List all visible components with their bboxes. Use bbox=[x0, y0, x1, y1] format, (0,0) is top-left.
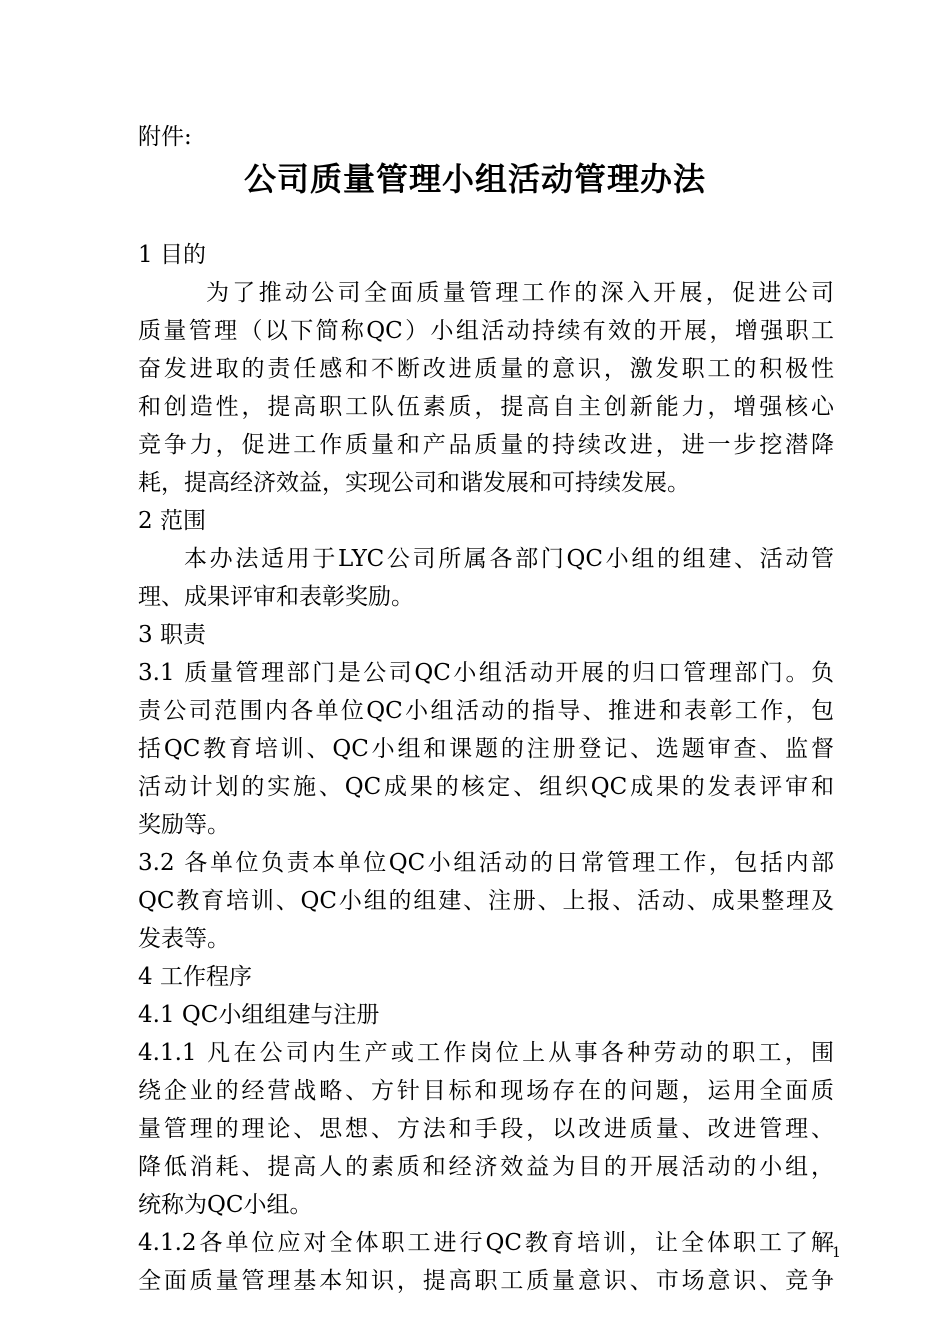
body-line: 4.1.2各单位应对全体职工进行QC教育培训，让全体职工了解 bbox=[138, 1230, 834, 1256]
body-line: 3.2 各单位负责本单位QC小组活动的日常管理工作，包括内部 bbox=[138, 850, 834, 876]
attachment-label: 附件: bbox=[138, 124, 192, 150]
body-line: 3.1 质量管理部门是公司QC小组活动开展的归口管理部门。负 bbox=[138, 660, 834, 686]
body-line: 量管理的理论、思想、方法和手段，以改进质量、改进管理、 bbox=[138, 1116, 834, 1142]
body-line: 4.1.1 凡在公司内生产或工作岗位上从事各种劳动的职工，围 bbox=[138, 1040, 834, 1066]
body-line: 责公司范围内各单位QC小组活动的指导、推进和表彰工作，包 bbox=[138, 698, 834, 724]
body-line: QC教育培训、QC小组的组建、注册、上报、活动、成果整理及 bbox=[138, 888, 834, 914]
body-line: 绕企业的经营战略、方针目标和现场存在的问题，运用全面质 bbox=[138, 1078, 834, 1104]
page-number: 1 bbox=[832, 1245, 841, 1261]
subheading-qc-group-setup: 4.1 QC小组组建与注册 bbox=[138, 1002, 380, 1028]
heading-responsibilities: 3 职责 bbox=[138, 622, 206, 648]
heading-procedure: 4 工作程序 bbox=[138, 964, 252, 990]
body-line: 和创造性，提高职工队伍素质，提高自主创新能力，增强核心 bbox=[138, 394, 834, 420]
body-line: 发表等。 bbox=[138, 926, 230, 952]
body-line: 降低消耗、提高人的素质和经济效益为目的开展活动的小组， bbox=[138, 1154, 834, 1180]
heading-purpose: 1 目的 bbox=[138, 242, 206, 268]
body-line: 统称为QC小组。 bbox=[138, 1192, 313, 1218]
body-line: 本办法适用于LYC公司所属各部门QC小组的组建、活动管 bbox=[184, 546, 834, 572]
body-line: 奖励等。 bbox=[138, 812, 230, 838]
body-line: 为了推动公司全面质量管理工作的深入开展，促进公司 bbox=[206, 280, 834, 306]
body-line: 理、成果评审和表彰奖励。 bbox=[138, 584, 414, 610]
body-line: 全面质量管理基本知识，提高职工质量意识、市场意识、竞争 bbox=[138, 1268, 834, 1294]
body-line: 括QC教育培训、QC小组和课题的注册登记、选题审查、监督 bbox=[138, 736, 834, 762]
body-line: 耗，提高经济效益，实现公司和谐发展和可持续发展。 bbox=[138, 470, 690, 496]
document-title: 公司质量管理小组活动管理办法 bbox=[243, 160, 706, 198]
body-line: 奋发进取的责任感和不断改进质量的意识，激发职工的积极性 bbox=[138, 356, 834, 382]
body-line: 活动计划的实施、QC成果的核定、组织QC成果的发表评审和 bbox=[138, 774, 834, 800]
heading-scope: 2 范围 bbox=[138, 508, 206, 534]
body-line: 竞争力，促进工作质量和产品质量的持续改进，进一步挖潜降 bbox=[138, 432, 834, 458]
body-line: 质量管理（以下简称QC）小组活动持续有效的开展，增强职工 bbox=[138, 318, 834, 344]
